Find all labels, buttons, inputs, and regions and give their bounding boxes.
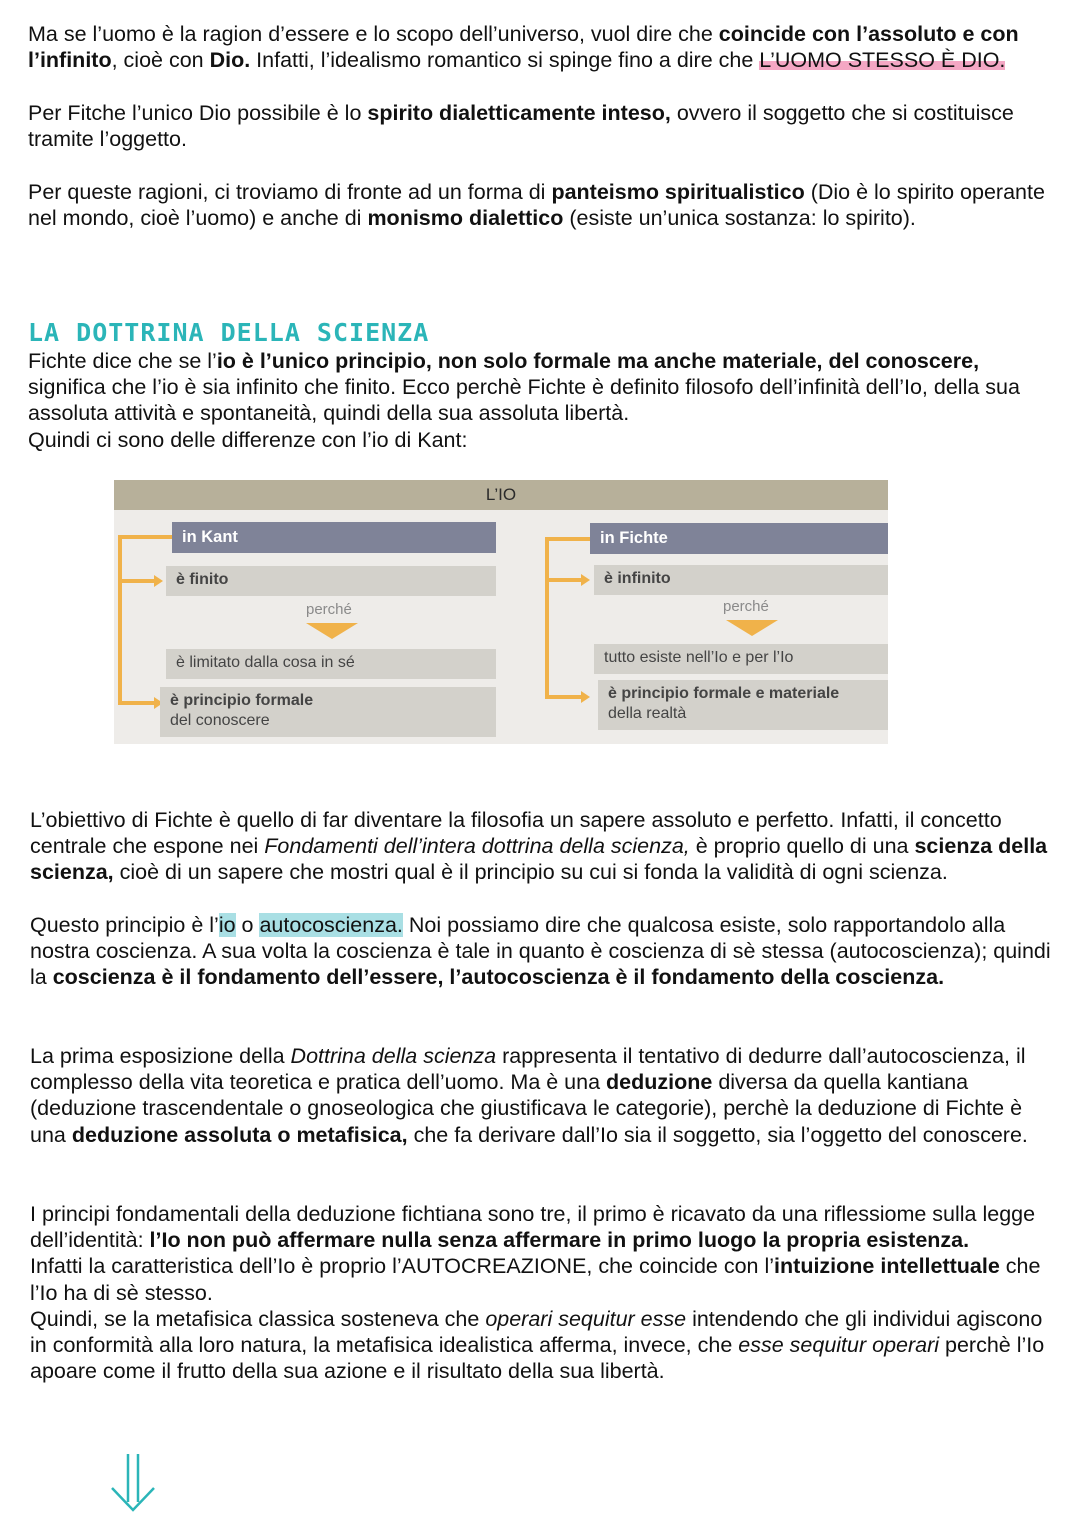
paragraph-io-principio: Fichte dice che se l’io è l’unico principio, non solo formale ma anche materiale, del conoscere, significa che l’io è sia infinito che finito. Ecco perchè Fichte è definito filosofo dell’infinità dell’Io, della sua assoluta attività e spontaneità, quindi della sua assoluta libertà. Quindi ci sono delle differenze con l’io di Kant: <box>28 349 1020 452</box>
kant-header: in Kant <box>172 522 496 553</box>
fichte-perche-label: perché <box>723 598 769 615</box>
io-comparison-diagram <box>114 480 888 744</box>
fichte-connector-1 <box>549 578 581 582</box>
kant-bracket-top <box>118 535 174 539</box>
paragraph-panteismo: Per queste ragioni, ci troviamo di fronte ad un forma di panteismo spiritualistico (Dio è lo spirito operante nel mondo, cioè l’uomo) e anche di monismo dialettico (esiste un’unica sostanza: lo spirito). <box>28 180 1045 231</box>
diagram-title: L’IO <box>114 480 888 510</box>
fichte-infinito-box: è infinito <box>594 565 888 595</box>
kant-finito-box: è finito <box>166 566 496 596</box>
fichte-principio-box: è principio formale e materiale della realtà <box>598 680 888 730</box>
paragraph-fitche-dio: Per Fitche l’unico Dio possibile è lo spirito dialetticamente inteso, ovvero il soggetto che si costituisce tramite l’oggetto. <box>28 101 1014 152</box>
fichte-connector-2 <box>549 695 581 699</box>
teal-highlight: autocoscienza. <box>259 913 403 937</box>
kant-bracket-line <box>118 535 122 705</box>
double-down-arrow-icon <box>108 1452 158 1514</box>
arrow-right-icon <box>581 574 590 586</box>
kant-connector-1 <box>122 579 154 583</box>
fichte-header: in Fichte <box>590 523 888 554</box>
fichte-tutto-esiste-box: tutto esiste nell’Io e per l’Io <box>594 644 888 674</box>
paragraph-principi: I principi fondamentali della deduzione fichtiana sono tre, il primo è ricavato da una riflessiome sulla legge dell’identità: l’Io non può affermare nulla senza affermare in primo luogo la propria esistenza. Infatti la caratteristica dell’Io è proprio l’AUTOCREAZIONE, che coincide con l’intuizione intellettuale che l’Io ha di sè stesso. Quindi, se la metafisica classica sosteneva che operari sequitur esse intendendo che gli individui agiscono in conformità alla loro natura, la metafisica idealistica afferma, invece, che esse sequitur operari perchè l’Io apoare come il frutto della sua azione e il risultato della sua libertà. <box>30 1202 1045 1384</box>
kant-down-triangle-icon <box>306 623 358 639</box>
kant-limitato-box: è limitato dalla cosa in sé <box>166 649 496 679</box>
kant-principio-box: è principio formale del conoscere <box>160 687 496 737</box>
paragraph-obiettivo: L’obiettivo di Fichte è quello di far diventare la filosofia un sapere assoluto e perfetto. Infatti, il concetto centrale che espone nei Fondamenti dell’intera dottrina della scienza, è proprio quello di una scienza della scienza, cioè di un sapere che mostri qual è il principio su cui si fonda la validità di ogni scienza. <box>30 808 1048 885</box>
kant-connector-2 <box>122 701 154 705</box>
arrow-right-icon <box>154 575 163 587</box>
arrow-right-icon <box>581 691 590 703</box>
fichte-bracket-top <box>545 537 591 541</box>
pink-highlight: L’UOMO STESSO È DIO. <box>759 48 1006 73</box>
kant-perche-label: perché <box>306 601 352 618</box>
paragraph-uomo-dio: Ma se l’uomo è la ragion d’essere e lo scopo dell’universo, vuol dire che coincide con l’assoluto e con l’infinito, cioè con Dio. Infatti, l’idealismo romantico si spinge fino a dire che L’UOMO STESSO È DIO. <box>28 22 1019 73</box>
fichte-bracket-line <box>545 537 549 699</box>
section-heading: LA DOTTRINA DELLA SCIENZA <box>28 318 430 347</box>
paragraph-autocoscienza: Questo principio è l’io o autocoscienza. Noi possiamo dire che qualcosa esiste, solo rapportandolo alla nostra coscienza. A sua volta la coscienza è tale in quanto è coscienza di sè stessa (autocoscienza); quindi la coscienza è il fondamento dell’essere, l’autocoscienza è il fondamento della coscienza. <box>30 913 1051 990</box>
teal-highlight: io <box>218 913 236 937</box>
fichte-down-triangle-icon <box>726 620 778 636</box>
paragraph-prima-esposizione: La prima esposizione della Dottrina della scienza rappresenta il tentativo di dedurre dall’autocoscienza, il complesso della vita teoretica e pratica dell’uomo. Ma è una deduzione diversa da quella kantiana (deduzione trascendentale o gnoseologica che giustificava le categorie), perchè la deduzione di Fichte è una deduzione assoluta o metafisica, che fa derivare dall’Io sia il soggetto, sia l’oggetto del conoscere. <box>30 1044 1028 1147</box>
